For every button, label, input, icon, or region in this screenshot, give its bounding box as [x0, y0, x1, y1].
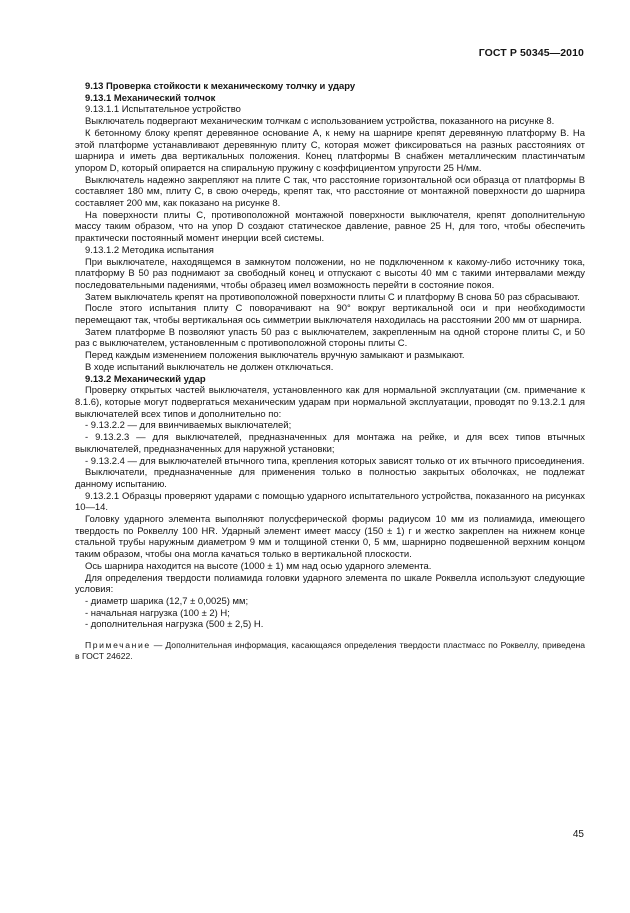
- list-item: - дополнительная нагрузка (500 ± 2,5) Н.: [85, 619, 264, 631]
- paragraph: 9.13.2.1 Образцы проверяют ударами с помощью ударного испытательного устройства, показанного на рисунках 10—14.: [75, 490, 585, 514]
- document-code-header: ГОСТ Р 50345—2010: [478, 47, 584, 59]
- list-item: - диаметр шарика (12,7 ± 0,0025) мм;: [85, 595, 249, 607]
- paragraph: В ходе испытаний выключатель не должен отключаться.: [85, 361, 334, 373]
- note-text: — Дополнительная информация, касающаяся определения твердости пластмасс по Роквеллу, приведена в ГОСТ 24622.: [75, 640, 585, 662]
- list-item: - 9.13.2.4 — для выключателей втычного типа, крепления которых зависят только от их втычного присоединения.: [85, 455, 585, 467]
- list-item: - начальная нагрузка (100 ± 2) Н;: [85, 607, 230, 619]
- paragraph: Выключатели, предназначенные для применения только в полностью закрытых оболочках, не подлежат данному испытанию.: [75, 467, 585, 490]
- note-label: Примечание: [85, 640, 151, 651]
- paragraph: Головку ударного элемента выполняют полусферической формы радиусом 10 мм из полиамида, имеющего твердость по Роквеллу 100 HR. Ударный элемент имеет массу (150 ± 1) г и жестко закреплен на нижнем конце стальной трубы наружным диаметром 9 мм и толщиной стенки 0, 5 мм, шарнирно подвешенной верхним концом таким образом, чтобы она могла качаться только в вертикальной плоскости.: [75, 514, 585, 561]
- paragraph: 9.13.1.2 Методика испытания: [85, 244, 214, 256]
- paragraph: Перед каждым изменением положения выключатель вручную замыкают и размыкают.: [85, 350, 465, 362]
- paragraph: Затем платформе В позволяют упасть 50 раз с выключателем, закрепленным на одной стороне плиты С, и 50 раз с выключателем, установленным с противоположной стороны плиты С.: [75, 326, 585, 350]
- paragraph: При выключателе, находящемся в замкнутом положении, но не подключенном к какому-либо источнику тока, платформу В 50 раз поднимают за свободный конец и отпускают с высоты 40 мм с такими интервалами между последовательными падениями, чтобы образец имел возможность перейти в состояние покоя.: [75, 256, 585, 291]
- section-heading-9-13: 9.13 Проверка стойкости к механическому толчку и удару: [85, 81, 356, 92]
- list-item: - 9.13.2.2 — для ввинчиваемых выключателей;: [85, 420, 292, 432]
- page-body: [75, 81, 585, 662]
- subsection-heading-9-13-2: 9.13.2 Механический удар: [85, 373, 206, 385]
- paragraph: Затем выключатель крепят на противоположной поверхности плиты С и платформу В снова 50 раз сбрасывают.: [85, 291, 580, 303]
- paragraph: Ось шарнира находится на высоте (1000 ± 1) мм над осью ударного элемента.: [85, 560, 432, 572]
- list-item: - 9.13.2.3 — для выключателей, предназначенных для монтажа на рейке, и для всех типов втычных выключателей, предназначенных для наружной установки;: [75, 432, 585, 455]
- note: [75, 640, 585, 662]
- paragraph: После этого испытания плиту С поворачивают на 90° вокруг вертикальной оси и при необходимости перемещают так, чтобы вертикальная ось симметрии выключателя находилась на расстоянии 200 мм от шарнира.: [75, 303, 585, 327]
- paragraph: Выключатель подвергают механическим толчкам с использованием устройства, показанного на рисунке 8.: [85, 116, 555, 128]
- paragraph: К бетонному блоку крепят деревянное основание А, к нему на шарнире крепят деревянную платформу В. На этой платформе устанавливают деревянную плиту С, которая может фиксироваться на разных расстояниях от шарнира и иметь два вертикальных положения. Конец платформы В снабжен металлическим пластинчатым упором D, который опирается на спиральную пружину с коэффициентом упругости 25 Н/мм.: [75, 127, 585, 174]
- paragraph: Проверку открытых частей выключателя, установленного как для нормальной эксплуатации (см. примечание к 8.1.6), которые могут подвергаться механическим ударам при нормальной эксплуатации, проводят по 9.13.2.1 для выключателей всех типов и дополнительно по:: [75, 385, 585, 420]
- paragraph: 9.13.1.1 Испытательное устройство: [85, 104, 241, 116]
- subsection-heading-9-13-1: 9.13.1 Механический толчок: [85, 92, 216, 104]
- paragraph: Выключатель надежно закрепляют на плите С так, что расстояние горизонтальной оси образца от платформы В составляет 180 мм, плиту С, в свою очередь, крепят так, что расстояние от монтажной поверхности до шарнира составляет 200 мм, как показано на рисунке 8.: [75, 174, 585, 210]
- paragraph: На поверхности плиты С, противоположной монтажной поверхности выключателя, крепят дополнительную массу таким образом, что на упор D создают статическое давление, равное 25 Н, для того, чтобы обеспечить практически постоянный момент инерции всей системы.: [75, 209, 585, 245]
- paragraph: Для определения твердости полиамида головки ударного элемента по шкале Роквелла используют следующие условия:: [75, 572, 585, 596]
- page-number: 45: [572, 829, 584, 840]
